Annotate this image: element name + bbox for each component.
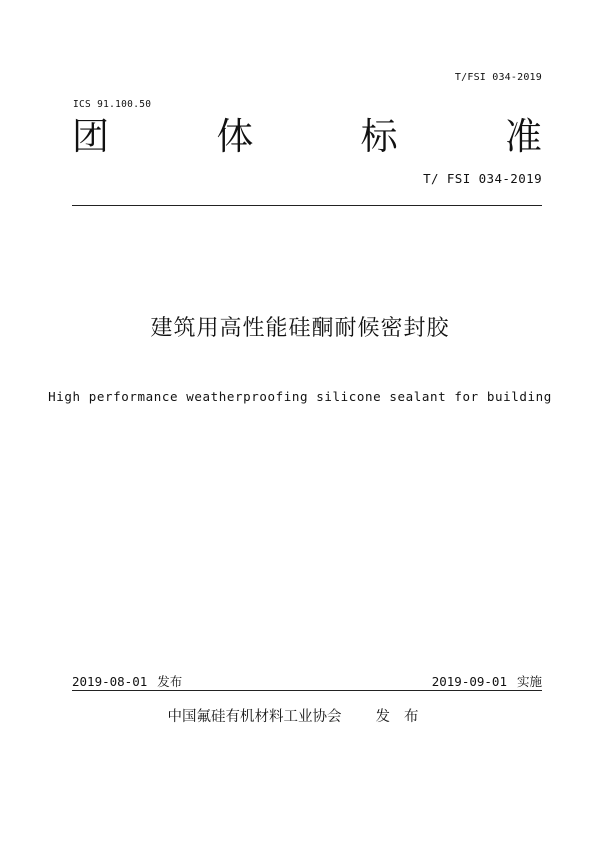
- standard-type-char-1: 团: [72, 115, 109, 158]
- standard-type-char-4: 准: [504, 115, 542, 158]
- implement-date: 2019-09-01: [431, 674, 507, 689]
- document-title-english: High performance weatherproofing silicone sealant for building: [48, 389, 552, 404]
- publisher-label: 发布: [375, 709, 433, 725]
- header-divider: [72, 205, 542, 206]
- issue-date: 2019-08-01: [72, 674, 148, 689]
- footer-divider: [72, 690, 542, 691]
- document-title-chinese: 建筑用高性能硅酮耐候密封胶: [150, 316, 450, 341]
- issue-date-block: [72, 672, 182, 690]
- standard-number: T/ FSI 034-2019: [423, 171, 542, 186]
- ics-code: ICS 91.100.50: [73, 99, 152, 110]
- header-standard-code: T/FSI 034-2019: [454, 72, 542, 83]
- publisher-line: [0, 705, 600, 726]
- implement-label: 实施: [516, 674, 542, 689]
- implement-date-block: [432, 672, 542, 690]
- standard-type-char-2: 体: [216, 115, 254, 158]
- issue-label: 发布: [157, 674, 183, 689]
- publisher-name: 中国氟硅有机材料工业协会: [167, 709, 342, 725]
- standard-type-char-3: 标: [360, 115, 398, 158]
- standard-type-heading: [72, 114, 542, 160]
